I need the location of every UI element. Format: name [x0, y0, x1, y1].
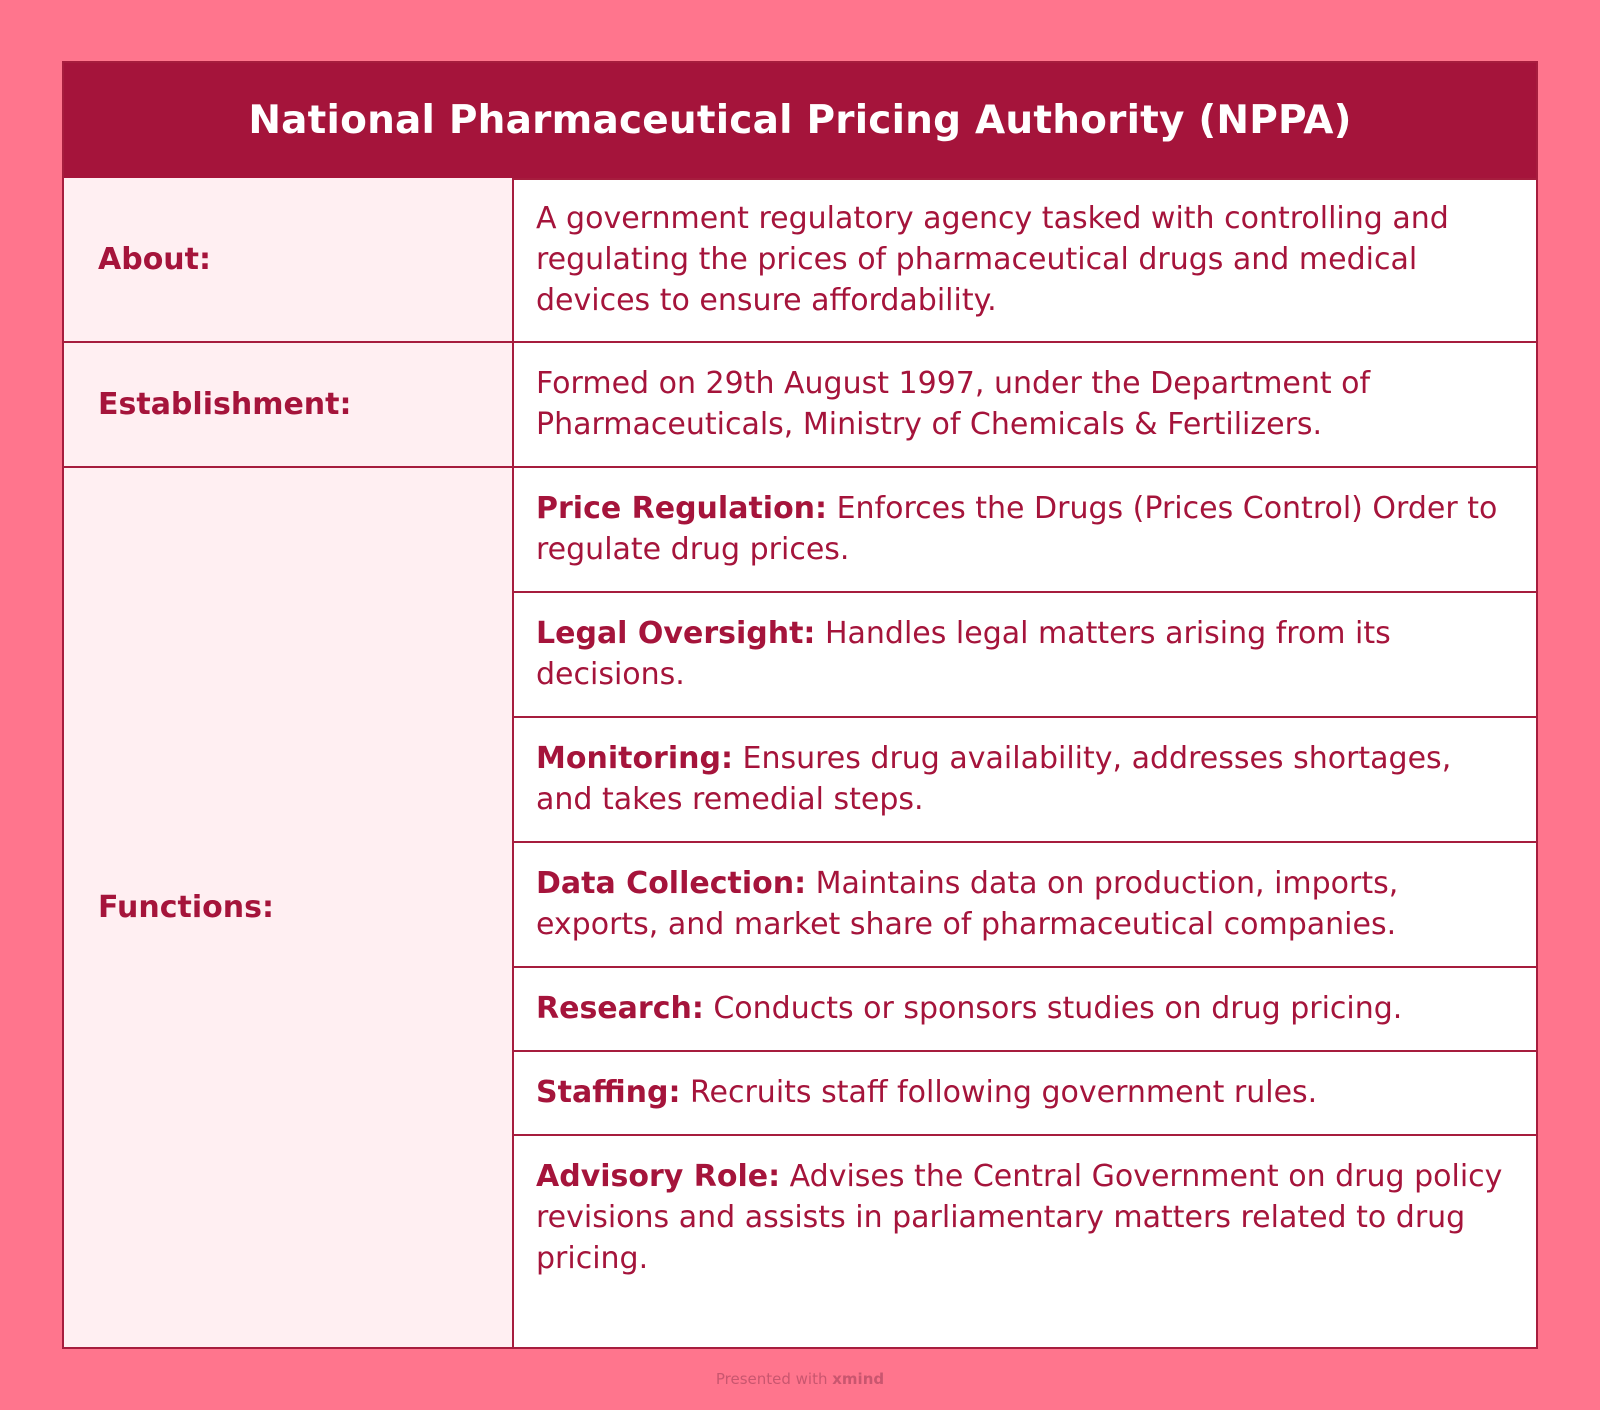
- establishment-value: Formed on 29th August 1997, under the Department of Pharmaceuticals, Ministry of Chemicals & Fertilizers.: [514, 343, 1536, 468]
- function-key: Price Regulation:: [536, 491, 828, 526]
- function-text: Recruits staff following government rules.: [680, 1075, 1318, 1110]
- xmind-logo: xmind: [832, 1370, 885, 1388]
- function-text: Maintains data on production, imports, exports, and market share of pharmaceutical companies.: [536, 866, 1399, 942]
- about-label: About:: [64, 178, 514, 343]
- table-title: National Pharmaceutical Pricing Authority (NPPA): [64, 63, 1536, 180]
- function-item: [514, 968, 1536, 1052]
- function-item: [514, 468, 1536, 593]
- establishment-label: Establishment:: [64, 343, 514, 468]
- function-item: [514, 1136, 1536, 1347]
- function-key: Data Collection:: [536, 866, 807, 901]
- footer-prefix: Presented with: [715, 1370, 833, 1388]
- about-value: A government regulatory agency tasked with controlling and regulating the prices of pharmaceutical drugs and medical devices to ensure affordability.: [514, 178, 1536, 343]
- function-key: Advisory Role:: [536, 1159, 781, 1194]
- function-key: Staffing:: [536, 1075, 681, 1110]
- functions-label: Functions:: [64, 468, 514, 1347]
- function-key: Research:: [536, 991, 704, 1026]
- function-item: [514, 718, 1536, 843]
- function-text: Enforces the Drugs (Prices Control) Order to regulate drug prices.: [536, 491, 1498, 567]
- nppa-table: [62, 61, 1538, 1349]
- function-item: [514, 593, 1536, 718]
- function-text: Handles legal matters arising from its decisions.: [536, 616, 1391, 692]
- function-text: Conducts or sponsors studies on drug pricing.: [703, 991, 1403, 1026]
- function-key: Monitoring:: [536, 741, 733, 776]
- function-item: [514, 843, 1536, 968]
- footer-credit: [0, 1370, 1600, 1388]
- function-text: Ensures drug availability, addresses shortages, and takes remedial steps.: [536, 741, 1452, 817]
- function-key: Legal Oversight:: [536, 616, 816, 651]
- function-text: Advises the Central Government on drug policy revisions and assists in parliamentary matters related to drug pricing.: [536, 1159, 1503, 1276]
- function-item: [514, 1052, 1536, 1136]
